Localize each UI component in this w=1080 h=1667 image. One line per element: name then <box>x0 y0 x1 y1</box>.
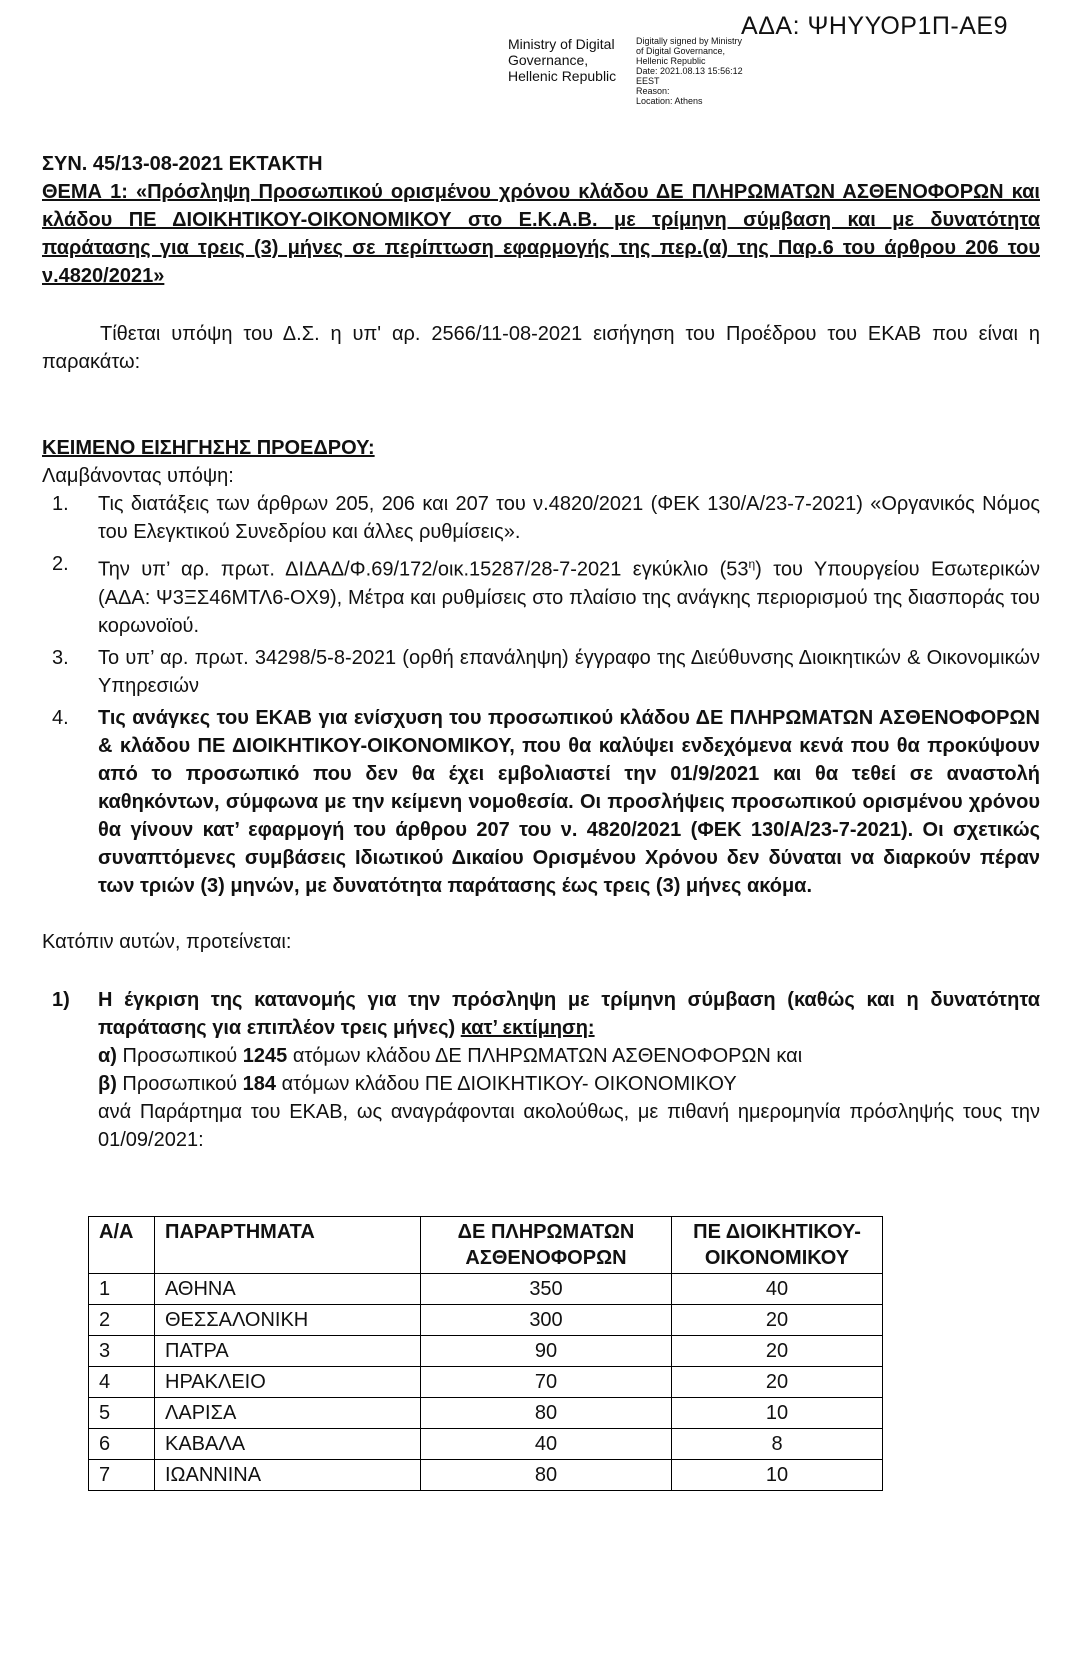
table-cell: ΚΑΒΑΛΑ <box>155 1428 421 1459</box>
table-row <box>89 1304 883 1335</box>
table-cell: 4 <box>89 1366 155 1397</box>
column-header: ΠΕ ΔΙΟΙΚΗΤΙΚΟΥ-ΟΙΚΟΝΟΜΙΚΟΥ <box>672 1216 883 1273</box>
table-cell: ΠΑΤΡΑ <box>155 1335 421 1366</box>
document-body <box>42 150 1040 1491</box>
table-cell: 300 <box>421 1304 672 1335</box>
table-row <box>89 1459 883 1490</box>
allocation-table <box>88 1216 883 1491</box>
table-cell: 5 <box>89 1397 155 1428</box>
table-cell: 20 <box>672 1335 883 1366</box>
table-cell: 80 <box>421 1397 672 1428</box>
table-cell: 350 <box>421 1273 672 1304</box>
proposal-text: Η έγκριση της κατανομής για την πρόσληψη με τρίμηνη σύμβαση (καθώς και η δυνατότητα παράτασης για επιπλέον τρεις μήνες) κατ’ εκτίμηση: <box>98 988 1040 1039</box>
table-cell: 10 <box>672 1397 883 1428</box>
column-header: ΠΑΡΑΡΤΗΜΑΤΑ <box>155 1216 421 1273</box>
list-item <box>42 490 1040 546</box>
table-cell: 8 <box>672 1428 883 1459</box>
table-cell: 40 <box>421 1428 672 1459</box>
considering-label: Λαμβάνοντας υπόψη: <box>42 465 234 487</box>
list-item <box>42 704 1040 900</box>
column-header: Α/Α <box>89 1216 155 1273</box>
proposal-tail: ανά Παράρτημα του ΕΚΑΒ, ως αναγράφονται ακολούθως, με πιθανή ημερομηνία πρόσληψής τους την 01/09/2021: <box>98 1100 1040 1151</box>
considerations-list <box>42 490 1040 900</box>
table-cell: 6 <box>89 1428 155 1459</box>
signature-line: Hellenic Republic <box>636 56 706 66</box>
table-cell: ΘΕΣΣΑΛΟΝΙΚΗ <box>155 1304 421 1335</box>
signature-details <box>636 36 743 106</box>
session-line: ΣΥΝ. 45/13-08-2021 ΕΚΤΑΚΤΗ <box>42 153 323 175</box>
table-cell: 3 <box>89 1335 155 1366</box>
item-text: Την υπ’ αρ. πρωτ. ΔΙΔΑΔ/Φ.69/172/οικ.15287/28-7-2021 εγκύκλιο $(53^\eta)$ του Υπουργείου Εσωτερικών (ΑΔΑ: Ψ3ΞΣ46ΜΤΛ6-ΟΧ9), Μέτρα και ρυθμίσεις στο πλαίσιο της ανάγκης περιορισμού της διασποράς του κορωνοϊού. <box>98 557 1040 637</box>
intro-paragraph: Τίθεται υπόψη του Δ.Σ. η υπ' αρ. 2566/11-08-2021 εισήγηση του Προέδρου του ΕΚΑΒ που είναι η παρακάτω: <box>42 323 1040 373</box>
table-cell: 90 <box>421 1335 672 1366</box>
list-item <box>42 550 1040 640</box>
item-text: Το υπ’ αρ. πρωτ. 34298/5-8-2021 (ορθή επανάληψη) έγγραφο της Διεύθυνσης Διοικητικών & Οικονομικών Υπηρεσιών <box>98 646 1040 697</box>
table-cell: ΑΘΗΝΑ <box>155 1273 421 1304</box>
table-row <box>89 1397 883 1428</box>
table-cell: 70 <box>421 1366 672 1397</box>
item-number: 1. <box>52 493 69 515</box>
proposal-b: β) Προσωπικού 184 ατόμων κλάδου ΠΕ ΔΙΟΙΚΗΤΙΚΟΥ- ΟΙΚΟΝΟΜΙΚΟΥ <box>98 1072 737 1095</box>
table-cell: 1 <box>89 1273 155 1304</box>
item-text: Τις ανάγκες του ΕΚΑΒ για ενίσχυση του προσωπικού κλάδου ΔΕ ΠΛΗΡΩΜΑΤΩΝ ΑΣΘΕΝΟΦΟΡΩΝ & κλάδου ΠΕ ΔΙΟΙΚΗΤΙΚΟΥ-ΟΙΚΟΝΟΜΙΚΟΥ, που θα καλύψει ενδεχόμενα κενά που θα προκύψουν από το προσωπικό που δεν θα έχει εμβολιαστεί την 01/9/2021 και θα τεθεί σε αναστολή καθηκόντων, σύμφωνα με την κείμενη νομοθεσία. Οι προσλήψεις προσωπικού ορισμένου χρόνου θα γίνουν κατ’ εφαρμογή του άρθρου 207 του ν. 4820/2021 (ΦΕΚ 130/Α/23-7-2021). Οι σχετικώς συναπτόμενες συμβάσεις Ιδιωτικού Δικαίου Ορισμένου Χρόνου δεν δύναται να διαρκούν πέραν των τριών (3) μηνών, με δυνατότητα παράτασης έως τρεις (3) μήνες ακόμα. <box>98 706 1040 897</box>
item-number: 2. <box>52 553 69 575</box>
table-row <box>89 1335 883 1366</box>
proposal-number: 1) <box>52 988 70 1011</box>
table-row <box>89 1273 883 1304</box>
table-cell: ΛΑΡΙΣΑ <box>155 1397 421 1428</box>
signature-line: Location: Athens <box>636 96 703 106</box>
table-cell: ΙΩΑΝΝΙΝΑ <box>155 1459 421 1490</box>
item-text: Τις διατάξεις των άρθρων 205, 206 και 207 του ν.4820/2021 (ΦΕΚ 130/Α/23-7-2021) «Οργανικός Νόμος του Ελεγκτικού Συνεδρίου και άλλες ρυθμίσεις». <box>98 493 1040 543</box>
column-header: ΔΕ ΠΛΗΡΩΜΑΤΩΝ ΑΣΘΕΝΟΦΟΡΩΝ <box>421 1216 672 1273</box>
subject-heading: ΘΕΜΑ 1: «Πρόσληψη Προσωπικού ορισμένου χρόνου κλάδου ΔΕ ΠΛΗΡΩΜΑΤΩΝ ΑΣΘΕΝΟΦΟΡΩΝ και κλάδου ΠΕ ΔΙΟΙΚΗΤΙΚΟΥ-ΟΙΚΟΝΟΜΙΚΟΥ στο Ε.Κ.Α.Β. με τρίμηνη σύμβαση και με δυνατότητα παράτασης για τρεις (3) μήνες σε περίπτωση εφαρμογής της περ.(α) της Παρ.6 του άρθρου 206 του ν.4820/2021» <box>42 181 1040 287</box>
list-item <box>42 644 1040 700</box>
proposal <box>42 986 1040 1154</box>
table-cell: 20 <box>672 1304 883 1335</box>
table-cell: 7 <box>89 1459 155 1490</box>
signature-line: of Digital Governance, <box>636 46 726 56</box>
table-cell: 10 <box>672 1459 883 1490</box>
signature-issuer: Ministry of Digital Governance, Hellenic Republic <box>508 36 617 84</box>
table-row <box>89 1366 883 1397</box>
table-cell: ΗΡΑΚΛΕΙΟ <box>155 1366 421 1397</box>
proposal-a: α) Προσωπικού 1245 ατόμων κλάδου ΔΕ ΠΛΗΡΩΜΑΤΩΝ ΑΣΘΕΝΟΦΟΡΩΝ και <box>98 1044 803 1067</box>
table-header-row <box>89 1216 883 1273</box>
table-cell: 2 <box>89 1304 155 1335</box>
item-number: 4. <box>52 706 69 729</box>
signature-line: EEST <box>636 76 660 86</box>
table-cell: 40 <box>672 1273 883 1304</box>
thereafter-line: Κατόπιν αυτών, προτείνεται: <box>42 930 292 953</box>
ada-code: ΑΔΑ: ΨΗΥΥΟΡ1Π-ΑΕ9 <box>741 12 1008 40</box>
table-cell: 80 <box>421 1459 672 1490</box>
signature-line: Date: 2021.08.13 15:56:12 <box>636 66 743 76</box>
section-title: ΚΕΙΜΕΝΟ ΕΙΣΗΓΗΣΗΣ ΠΡΟΕΔΡΟΥ: <box>42 437 375 459</box>
signature-line: Digitally signed by Ministry <box>636 36 743 46</box>
signature-line: Reason: <box>636 86 670 96</box>
table-row <box>89 1428 883 1459</box>
digital-signature-block <box>508 36 743 106</box>
table-cell: 20 <box>672 1366 883 1397</box>
item-number: 3. <box>52 646 69 669</box>
proposal-body <box>98 986 1040 1154</box>
